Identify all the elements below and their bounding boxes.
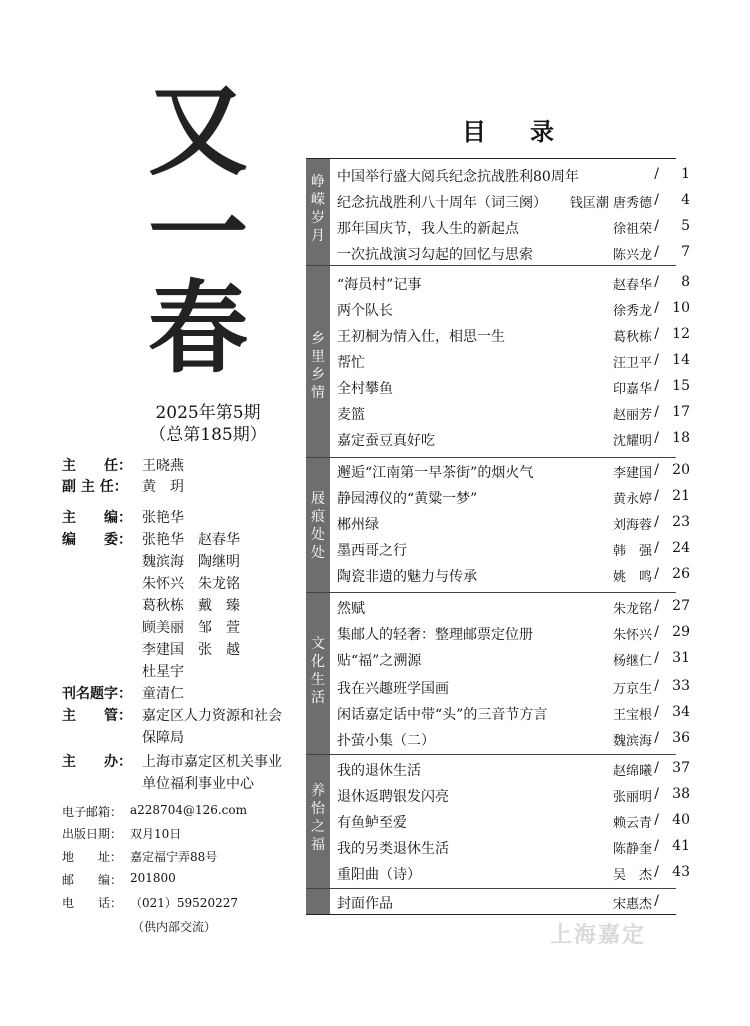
slash: / — [654, 760, 659, 776]
entry-page: 37 — [672, 760, 690, 776]
staff-value: 上海市嘉定区机关事业 — [142, 754, 282, 770]
staff-value: 黄 玥 — [142, 479, 184, 495]
postcode-value: 201800 — [130, 871, 176, 885]
slash: / — [654, 192, 659, 208]
entry-page: 20 — [672, 462, 690, 478]
toc-entry[interactable] — [337, 562, 692, 588]
entry-author: 魏滨海 — [612, 734, 652, 749]
staff-value: 张艳华 — [142, 510, 184, 526]
entry-author: 朱龙铭 — [612, 602, 652, 617]
toc-entry[interactable] — [337, 594, 692, 620]
email-value: a228704@126.com — [130, 803, 248, 817]
entry-page: 24 — [672, 540, 690, 556]
toc-entry[interactable] — [337, 188, 692, 214]
slash: / — [654, 404, 659, 420]
entry-page: 23 — [672, 514, 690, 530]
slash: / — [654, 566, 659, 582]
entry-page: 41 — [672, 838, 690, 854]
slash: / — [654, 838, 659, 854]
staff-value: 童清仁 — [142, 686, 184, 702]
entry-author: 黄永婷 — [612, 492, 652, 507]
entry-title: 我的退休生活 — [337, 763, 421, 779]
slash: / — [654, 378, 659, 394]
slash: / — [654, 678, 659, 694]
contact-label: 出版日期： — [62, 827, 123, 841]
entry-title: 扑萤小集（二） — [337, 733, 435, 749]
entry-page: 18 — [672, 430, 690, 446]
slash: / — [654, 430, 659, 446]
contact-label: 电子邮箱： — [62, 805, 123, 819]
toc-entry[interactable] — [337, 674, 692, 700]
entry-author: 赵丽芳 — [612, 408, 652, 423]
staff-value: 单位福利事业中心 — [142, 776, 254, 792]
entry-page: 14 — [672, 352, 690, 368]
entry-title: 重阳曲（诗） — [337, 867, 421, 883]
entry-title: 退休返聘银发闪亮 — [337, 789, 449, 805]
entry-title: 我在兴趣班学国画 — [337, 681, 449, 697]
entry-title: 陶瓷非遗的魅力与传承 — [337, 569, 477, 585]
slash: / — [654, 274, 659, 290]
toc-top-rule — [306, 158, 676, 159]
slash: / — [654, 244, 659, 260]
entry-author: 陈兴龙 — [612, 248, 652, 263]
slash: / — [654, 488, 659, 504]
toc-entry[interactable] — [337, 162, 692, 188]
toc-entry[interactable] — [337, 214, 692, 240]
entry-title: 郴州绿 — [337, 517, 379, 533]
entry-title: “海员村”记事 — [337, 277, 422, 293]
contact-label: 地 址： — [62, 850, 123, 864]
address-value: 嘉定福宁弄88号 — [130, 850, 218, 864]
slash: / — [654, 704, 659, 720]
entry-author: 徐祖荣 — [612, 222, 652, 237]
toc-entry[interactable] — [337, 400, 692, 426]
entry-title: 贴“福”之溯源 — [337, 653, 422, 669]
entry-title: 集邮人的轻奢：整理邮票定位册 — [337, 627, 533, 643]
toc-entry[interactable] — [337, 322, 692, 348]
watermark-logo: 上海嘉定 — [550, 922, 647, 948]
toc-entry[interactable] — [337, 620, 692, 646]
entry-author: 葛秋栋 — [612, 330, 652, 345]
cover-title: 封面作品 — [337, 896, 393, 912]
toc-entry[interactable] — [337, 348, 692, 374]
toc-entry[interactable] — [337, 700, 692, 726]
entry-title: 墨西哥之行 — [337, 543, 407, 559]
entry-title: 嘉定蚕豆真好吃 — [337, 433, 435, 449]
toc-entry[interactable] — [337, 510, 692, 536]
entry-author: 杨继仁 — [612, 654, 652, 669]
internal-note: （供内部交流） — [132, 920, 217, 934]
staff-value: 葛秋栋 戴 臻 — [142, 598, 240, 614]
toc-entry[interactable] — [337, 808, 692, 834]
entry-page: 15 — [672, 378, 690, 394]
entry-author: 印嘉华 — [612, 382, 652, 397]
slash: / — [654, 462, 659, 478]
slash: / — [654, 352, 659, 368]
toc-title: 目录 — [462, 117, 598, 146]
entry-author: 王宝根 — [612, 708, 652, 723]
slash: / — [654, 864, 659, 880]
slash: / — [654, 300, 659, 316]
entry-title: 闲话嘉定话中带“头”的三音节方言 — [337, 707, 548, 723]
entry-title: 一次抗战演习勾起的回忆与思索 — [337, 247, 533, 263]
entry-author: 陈静奎 — [612, 842, 652, 857]
toc-entry[interactable] — [337, 484, 692, 510]
toc-entry[interactable] — [337, 756, 692, 782]
entry-title: 静园溥仪的“黄粱一梦” — [337, 491, 478, 507]
entry-page: 43 — [672, 864, 690, 880]
cover-credit[interactable] — [337, 889, 692, 915]
entry-author: 刘海蓉 — [612, 518, 652, 533]
slash: / — [654, 893, 659, 909]
entry-author: 韩 强 — [612, 544, 652, 559]
toc-entry[interactable] — [337, 726, 692, 752]
staff-value: 杜星宇 — [142, 664, 184, 680]
toc-entry[interactable] — [337, 374, 692, 400]
entry-title: 邂逅“江南第一早茶街”的烟火气 — [337, 465, 534, 481]
section-label-4: 文化生活 — [311, 636, 325, 706]
staff-value: 魏滨海 陶继明 — [142, 554, 240, 570]
entry-title: 全村攀鱼 — [337, 381, 393, 397]
phone-value: （021）59520227 — [130, 896, 238, 910]
staff-value: 朱怀兴 朱龙铭 — [142, 576, 240, 592]
slash: / — [654, 326, 659, 342]
magazine-title-char-2: 一 — [148, 174, 248, 292]
section-label-5: 养怡之福 — [311, 783, 325, 853]
staff-value: 顾美丽 邹 萱 — [142, 620, 240, 636]
slash: / — [654, 598, 659, 614]
entry-title: 那年国庆节，我人生的新起点 — [337, 221, 519, 237]
entry-author: 张丽明 — [612, 790, 652, 805]
entry-title: 然赋 — [337, 601, 365, 617]
entry-author: 吴 杰 — [612, 868, 652, 883]
entry-page: 33 — [672, 678, 690, 694]
section-label-1: 峥嵘岁月 — [311, 174, 325, 244]
entry-title: 我的另类退休生活 — [337, 841, 449, 857]
entry-author: 沈耀明 — [612, 434, 652, 449]
toc-entry[interactable] — [337, 270, 692, 296]
contact-label: 邮 编： — [62, 873, 123, 887]
staff-label: 主 管： — [62, 708, 132, 724]
entry-page: 36 — [672, 730, 690, 746]
toc-entry[interactable] — [337, 458, 692, 484]
publish-date-value: 双月10日 — [130, 827, 182, 841]
entry-author: 钱匡潮 唐秀德 — [569, 196, 652, 211]
entry-page: 40 — [672, 812, 690, 828]
entry-page: 34 — [672, 704, 690, 720]
entry-author: 李建国 — [612, 466, 652, 481]
magazine-title-char-3: 春 — [148, 269, 248, 387]
entry-page: 17 — [672, 404, 690, 420]
magazine-title-char-1: 又 — [148, 71, 248, 189]
entry-author: 万京生 — [612, 682, 652, 697]
staff-label: 编 委： — [62, 532, 132, 548]
staff-label: 主 任： — [62, 458, 132, 474]
toc-entry[interactable] — [337, 240, 692, 266]
slash: / — [654, 786, 659, 802]
slash: / — [654, 730, 659, 746]
entry-title: 中国举行盛大阅兵纪念抗战胜利80周年 — [337, 169, 579, 185]
entry-title: 纪念抗战胜利八十周年（词三阕） — [337, 195, 547, 211]
cover-author: 宋惠杰 — [612, 897, 652, 912]
entry-page: 21 — [672, 488, 690, 504]
section-label-2: 乡里乡情 — [311, 331, 325, 401]
staff-value: 张艳华 赵春华 — [142, 532, 240, 548]
entry-page: 31 — [672, 650, 690, 666]
entry-page: 26 — [672, 566, 690, 582]
entry-page: 5 — [681, 218, 690, 234]
slash: / — [654, 540, 659, 556]
slash: / — [654, 166, 659, 182]
contact-label: 电 话： — [62, 896, 123, 910]
entry-title: 两个队长 — [337, 303, 393, 319]
staff-value: 嘉定区人力资源和社会 — [142, 708, 282, 724]
total-issue-number: （总第185期） — [149, 425, 267, 445]
toc-entry[interactable] — [337, 426, 692, 452]
slash: / — [654, 624, 659, 640]
entry-page: 38 — [672, 786, 690, 802]
entry-title: 麦篮 — [337, 407, 365, 423]
entry-author: 姚 鸣 — [612, 570, 652, 585]
entry-author: 赖云青 — [612, 816, 652, 831]
toc-entry[interactable] — [337, 646, 692, 672]
entry-page: 8 — [681, 274, 690, 290]
toc-entry[interactable] — [337, 536, 692, 562]
slash: / — [654, 812, 659, 828]
toc-entry[interactable] — [337, 834, 692, 860]
entry-title: 有鱼鲈至爱 — [337, 815, 407, 831]
toc-entry[interactable] — [337, 860, 692, 886]
section-divider — [306, 754, 676, 755]
entry-title: 帮忙 — [337, 355, 365, 371]
entry-page: 1 — [681, 166, 690, 182]
entry-author: 朱怀兴 — [612, 628, 652, 643]
entry-author: 赵绵曦 — [612, 764, 652, 779]
section-label-3: 屐痕处处 — [311, 491, 325, 561]
staff-value: 王晓燕 — [142, 458, 184, 474]
toc-entry[interactable] — [337, 296, 692, 322]
entry-page: 12 — [672, 326, 690, 342]
issue-number: 2025年第5期 — [155, 403, 261, 423]
staff-label: 副 主 任： — [62, 479, 128, 495]
staff-label: 主 编： — [62, 510, 132, 526]
slash: / — [654, 218, 659, 234]
entry-page: 27 — [672, 598, 690, 614]
entry-page: 7 — [681, 244, 690, 260]
entry-author: 赵春华 — [612, 278, 652, 293]
staff-value: 李建国 张 越 — [142, 642, 240, 658]
slash: / — [654, 514, 659, 530]
slash: / — [654, 650, 659, 666]
entry-author: 徐秀龙 — [612, 304, 652, 319]
entry-author: 汪卫平 — [612, 356, 652, 371]
entry-title: 王初桐为情入仕，相思一生 — [337, 329, 505, 345]
toc-entry[interactable] — [337, 782, 692, 808]
section-divider — [306, 592, 676, 593]
staff-value: 保障局 — [142, 730, 184, 746]
entry-page: 4 — [681, 192, 690, 208]
entry-page: 29 — [672, 624, 690, 640]
entry-page: 10 — [672, 300, 690, 316]
staff-label: 刊名题字： — [62, 686, 132, 702]
staff-label: 主 办： — [62, 754, 132, 770]
